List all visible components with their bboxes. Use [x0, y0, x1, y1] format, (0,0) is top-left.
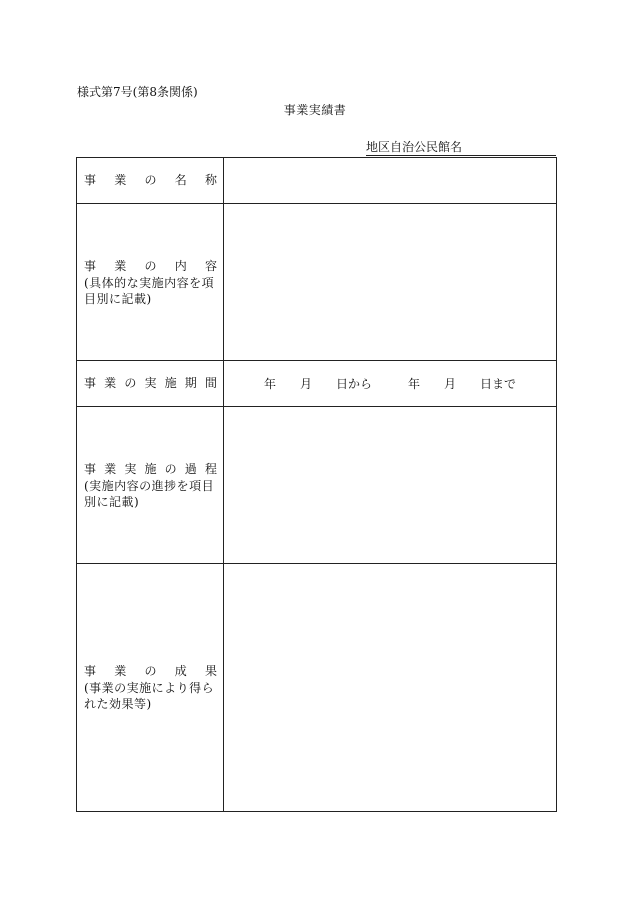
label-implementation-process: [77, 407, 224, 564]
project-period-input[interactable]: [224, 361, 557, 407]
implementation-process-input[interactable]: [224, 407, 557, 564]
document-title: 事業実績書: [283, 103, 347, 117]
project-results-input[interactable]: [224, 564, 557, 812]
achievement-table: [76, 157, 557, 812]
table-row-project-results: [77, 564, 557, 812]
label-project-period: [77, 361, 224, 407]
label-project-name: [77, 158, 224, 204]
form-number: 様式第7号(第8条関係): [77, 85, 198, 99]
organization-name-field[interactable]: [366, 140, 556, 156]
table-row-project-name: [77, 158, 557, 204]
project-content-input[interactable]: [224, 204, 557, 361]
label-project-content-text: 事 業 の 内 容: [84, 258, 217, 273]
project-name-input[interactable]: [224, 158, 557, 204]
label-project-name-text: 事 業 の 名 称: [84, 173, 217, 187]
label-implementation-process-note: (実施内容の進捗を項目別に記載): [84, 478, 215, 509]
label-implementation-process-text: 事 業 実 施 の 過 程: [84, 461, 217, 476]
table-row-implementation-process: [77, 407, 557, 564]
label-project-results: [77, 564, 224, 812]
label-project-period-text: 事 業 の 実 施 期 間: [84, 376, 217, 390]
label-project-results-text: 事 業 の 成 果: [84, 664, 217, 678]
table-row-project-period: [77, 361, 557, 407]
label-project-results-note: (事業の実施により得られた効果等): [84, 681, 215, 711]
label-project-content: [77, 204, 224, 361]
project-period-text: 年 月 日から 年 月 日まで: [263, 377, 516, 391]
table-row-project-content: [77, 204, 557, 361]
organization-name-label: 地区自治公民館名: [366, 140, 463, 154]
label-project-content-note: (具体的な実施内容を項目別に記載): [84, 275, 215, 306]
